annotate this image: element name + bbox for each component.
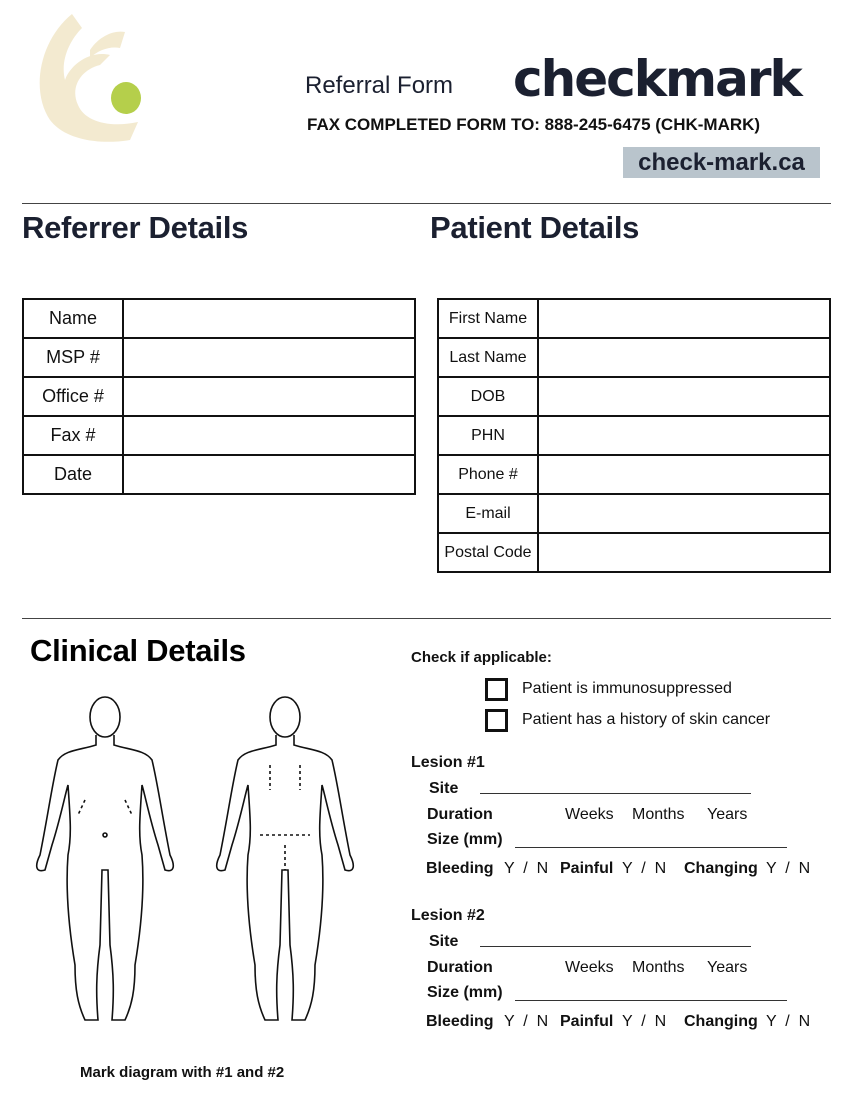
date-input[interactable] — [123, 455, 415, 494]
changing-label: Changing — [684, 860, 758, 877]
checkbox-label: Patient has a history of skin cancer — [522, 711, 771, 728]
weeks-option[interactable]: Weeks — [565, 806, 614, 823]
field-label: Last Name — [438, 338, 538, 377]
clinical-heading: Clinical Details — [30, 633, 246, 668]
bleeding-label: Bleeding — [426, 1013, 494, 1030]
fax-input[interactable] — [123, 416, 415, 455]
checkbox-label: Patient is immunosuppressed — [522, 680, 732, 697]
field-label: Postal Code — [438, 533, 538, 572]
painful-label: Painful — [560, 1013, 614, 1030]
field-label: First Name — [438, 299, 538, 338]
table-row — [23, 416, 415, 455]
field-label: PHN — [438, 416, 538, 455]
patient-heading: Patient Details — [430, 210, 640, 245]
postal-code-input[interactable] — [538, 533, 830, 572]
diagram-caption: Mark diagram with #1 and #2 — [80, 1064, 285, 1081]
months-option[interactable]: Months — [632, 806, 685, 823]
years-option[interactable]: Years — [707, 959, 748, 976]
field-label: MSP # — [23, 338, 123, 377]
divider — [22, 203, 831, 204]
first-name-input[interactable] — [538, 299, 830, 338]
lesion-title: Lesion #1 — [411, 754, 485, 771]
table-row — [438, 494, 830, 533]
table-row — [23, 299, 415, 338]
last-name-input[interactable] — [538, 338, 830, 377]
changing-label: Changing — [684, 1013, 758, 1030]
size-label: Size (mm) — [427, 831, 503, 848]
lesion-title: Lesion #2 — [411, 907, 485, 924]
office-input[interactable] — [123, 377, 415, 416]
bleeding-yn[interactable]: Y / N — [504, 860, 549, 877]
site-label: Site — [429, 933, 459, 950]
field-label: E-mail — [438, 494, 538, 533]
size-label: Size (mm) — [427, 984, 503, 1001]
site-label: Site — [429, 780, 459, 797]
table-row — [23, 377, 415, 416]
referrer-heading: Referrer Details — [22, 210, 249, 245]
field-label: Name — [23, 299, 123, 338]
referrer-table — [22, 298, 416, 495]
body-back-icon — [217, 697, 354, 1020]
phn-input[interactable] — [538, 416, 830, 455]
table-row — [438, 533, 830, 572]
table-row — [438, 455, 830, 494]
site-input[interactable] — [480, 946, 751, 947]
name-input[interactable] — [123, 299, 415, 338]
table-row — [438, 299, 830, 338]
field-label: Phone # — [438, 455, 538, 494]
table-row — [438, 416, 830, 455]
painful-label: Painful — [560, 860, 614, 877]
bleeding-yn[interactable]: Y / N — [504, 1013, 549, 1030]
painful-yn[interactable]: Y / N — [622, 1013, 667, 1030]
form-title: Referral Form — [305, 72, 454, 99]
field-label: Fax # — [23, 416, 123, 455]
email-input[interactable] — [538, 494, 830, 533]
fax-instruction: FAX COMPLETED FORM TO: 888-245-6475 (CHK-MARK) — [307, 115, 761, 134]
table-row — [23, 455, 415, 494]
months-option[interactable]: Months — [632, 959, 685, 976]
skin-cancer-history-checkbox[interactable] — [485, 709, 508, 732]
logo-icon — [30, 10, 150, 145]
years-option[interactable]: Years — [707, 806, 748, 823]
field-label: DOB — [438, 377, 538, 416]
table-row — [438, 377, 830, 416]
patient-table — [437, 298, 831, 573]
divider — [22, 618, 831, 619]
field-label: Date — [23, 455, 123, 494]
painful-yn[interactable]: Y / N — [622, 860, 667, 877]
check-heading: Check if applicable: — [411, 649, 552, 666]
table-row — [438, 338, 830, 377]
field-label: Office # — [23, 377, 123, 416]
phone-input[interactable] — [538, 455, 830, 494]
brand-logo-text: checkmark — [513, 50, 801, 108]
body-diagram[interactable] — [30, 695, 370, 1030]
msp-input[interactable] — [123, 338, 415, 377]
site-input[interactable] — [480, 793, 751, 794]
table-row — [23, 338, 415, 377]
immunosuppressed-checkbox[interactable] — [485, 678, 508, 701]
changing-yn[interactable]: Y / N — [766, 860, 811, 877]
website-link[interactable]: check-mark.ca — [623, 147, 820, 178]
bleeding-label: Bleeding — [426, 860, 494, 877]
duration-label: Duration — [427, 959, 493, 976]
weeks-option[interactable]: Weeks — [565, 959, 614, 976]
body-front-icon — [37, 697, 174, 1020]
changing-yn[interactable]: Y / N — [766, 1013, 811, 1030]
dob-input[interactable] — [538, 377, 830, 416]
size-input[interactable] — [515, 1000, 787, 1001]
duration-label: Duration — [427, 806, 493, 823]
size-input[interactable] — [515, 847, 787, 848]
